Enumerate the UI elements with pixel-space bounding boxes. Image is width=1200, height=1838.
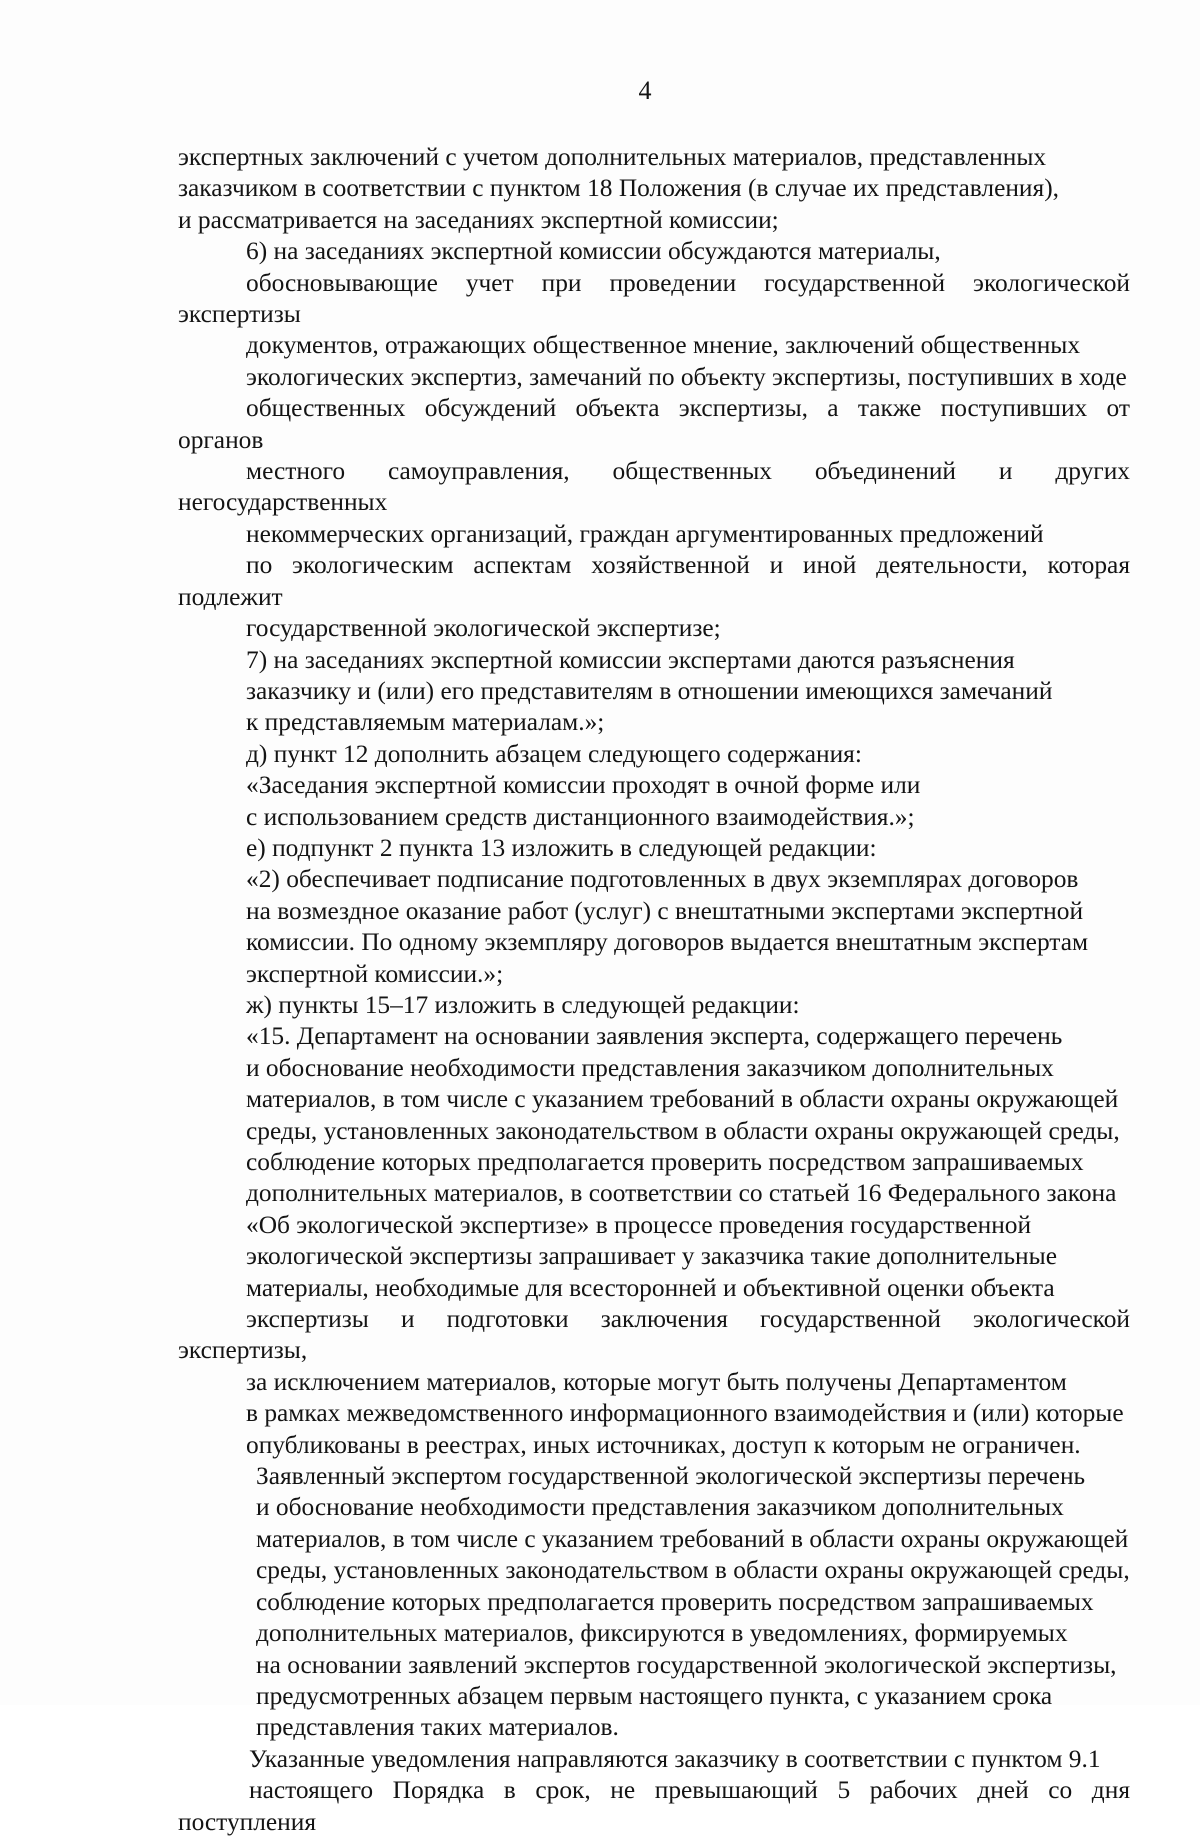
text-line: опубликованы в реестрах, иных источниках, доступ к которым не ограничен. [246,1430,1081,1459]
text-line: 6) на заседаниях экспертной комиссии обсуждаются материалы, [246,237,941,266]
text-line: общественных обсуждений объекта экспертизы, а также поступивших от органов [178,394,1130,454]
text-line: обосновывающие учет при проведении государственной экологической экспертизы [178,268,1130,329]
paragraph-amendment-zh [178,990,1130,1021]
text-line: экспертной комиссии.»; [246,959,504,988]
text-line: представления таких материалов. [256,1713,619,1742]
text-line: заказчиком в соответствии с пунктом 18 Положения (в случае их представления), [178,174,1059,203]
text-line: экологической экспертизы запрашивает у заказчика такие дополнительные [246,1242,1057,1271]
text-line: настоящего Порядка в срок, не превышающий 5 рабочих дней со дня поступления [178,1776,1130,1836]
text-line: к представляемым материалам.»; [246,708,605,737]
paragraph-item-7 [178,645,1130,739]
text-line: с использованием средств дистанционного взаимодействия.»; [246,802,915,831]
text-line: документов, отражающих общественное мнение, заключений общественных [246,331,1081,360]
paragraph-quote-e [178,864,1130,990]
text-line: дополнительных материалов, в соответствии со статьей 16 Федерального закона [246,1179,1117,1208]
text-line: по экологическим аспектам хозяйственной и иной деятельности, которая подлежит [178,551,1130,611]
text-line: ж) пункты 15–17 изложить в следующей редакции: [246,990,800,1019]
text-line: на возмездное оказание работ (услуг) с внештатными экспертами экспертной [246,896,1084,925]
document-body [178,142,1130,1838]
text-line: и обоснование необходимости представления заказчиком дополнительных [256,1493,1064,1522]
text-line: соблюдение которых предполагается проверить посредством запрашиваемых [256,1587,1094,1616]
text-line: экспертизы и подготовки заключения государственной экологической экспертизы, [178,1305,1130,1365]
text-line: материалов, в том числе с указанием требований в области охраны окружающей [256,1524,1129,1553]
paragraph-quote-d [178,770,1130,833]
paragraph-amendment-e [178,833,1130,864]
text-line: соблюдение которых предполагается проверить посредством запрашиваемых [246,1148,1084,1176]
text-line: и обоснование необходимости представления заказчиком дополнительных [246,1053,1054,1082]
text-line: «Об экологической экспертизе» в процессе проведения государственной [246,1210,1032,1239]
text-line: среды, установленных законодательством в области охраны окружающей среды, [256,1556,1130,1585]
text-line: материалы, необходимые для всесторонней и объективной оценки объекта [246,1273,1055,1302]
text-line: Указанные уведомления направляются заказчику в соответствии с пунктом 9.1 [249,1744,1101,1773]
paragraph-continuation [178,142,1130,236]
paragraph-point-15-third [178,1744,1130,1838]
text-line: «15. Департамент на основании заявления эксперта, содержащего перечень [246,1022,1063,1051]
text-line: 7) на заседаниях экспертной комиссии экспертами даются разъяснения [246,645,1015,674]
text-line: е) подпункт 2 пункта 13 изложить в следующей редакции: [246,833,877,862]
text-line: «2) обеспечивает подписание подготовленных в двух экземплярах договоров [246,865,1079,894]
text-line: среды, установленных законодательством в области охраны окружающей среды, [246,1116,1120,1145]
text-line: государственной экологической экспертизе; [246,614,721,643]
paragraph-amendment-d [178,739,1130,770]
text-line: д) пункт 12 дополнить абзацем следующего содержания: [246,739,862,768]
text-line: «Заседания экспертной комиссии проходят в очной форме или [246,771,921,800]
text-line: заказчику и (или) его представителям в отношении имеющихся замечаний [246,676,1053,705]
paragraph-point-15-second [178,1461,1130,1744]
page-number: 4 [638,76,652,105]
text-line: комиссии. По одному экземпляру договоров выдается внештатным экспертам [246,928,1089,957]
text-line: экспертных заключений с учетом дополнительных материалов, представленных [178,143,1047,171]
text-line: за исключением материалов, которые могут быть получены Департаментом [246,1367,1067,1396]
text-line: в рамках межведомственного информационного взаимодействия и (или) которые [246,1399,1124,1428]
text-line: и рассматривается на заседаниях экспертной комиссии; [178,205,779,234]
text-line: местного самоуправления, общественных объединений и других негосударственных [178,457,1130,517]
text-line: некоммерческих организаций, граждан аргументированных предложений [246,519,1044,548]
text-line: предусмотренных абзацем первым настоящего пункта, с указанием срока [256,1681,1053,1710]
paragraph-point-15 [178,1021,1130,1461]
text-line: экологических экспертиз, замечаний по объекту экспертизы, поступивших в ходе [246,362,1127,391]
text-line: на основании заявлений экспертов государственной экологической экспертизы, [256,1650,1117,1679]
paragraph-item-6 [178,236,1130,644]
text-line: материалов, в том числе с указанием требований в области охраны окружающей [246,1085,1119,1114]
text-line: Заявленный экспертом государственной экологической экспертизы перечень [256,1462,1086,1491]
text-line: дополнительных материалов, фиксируются в уведомлениях, формируемых [256,1619,1068,1648]
